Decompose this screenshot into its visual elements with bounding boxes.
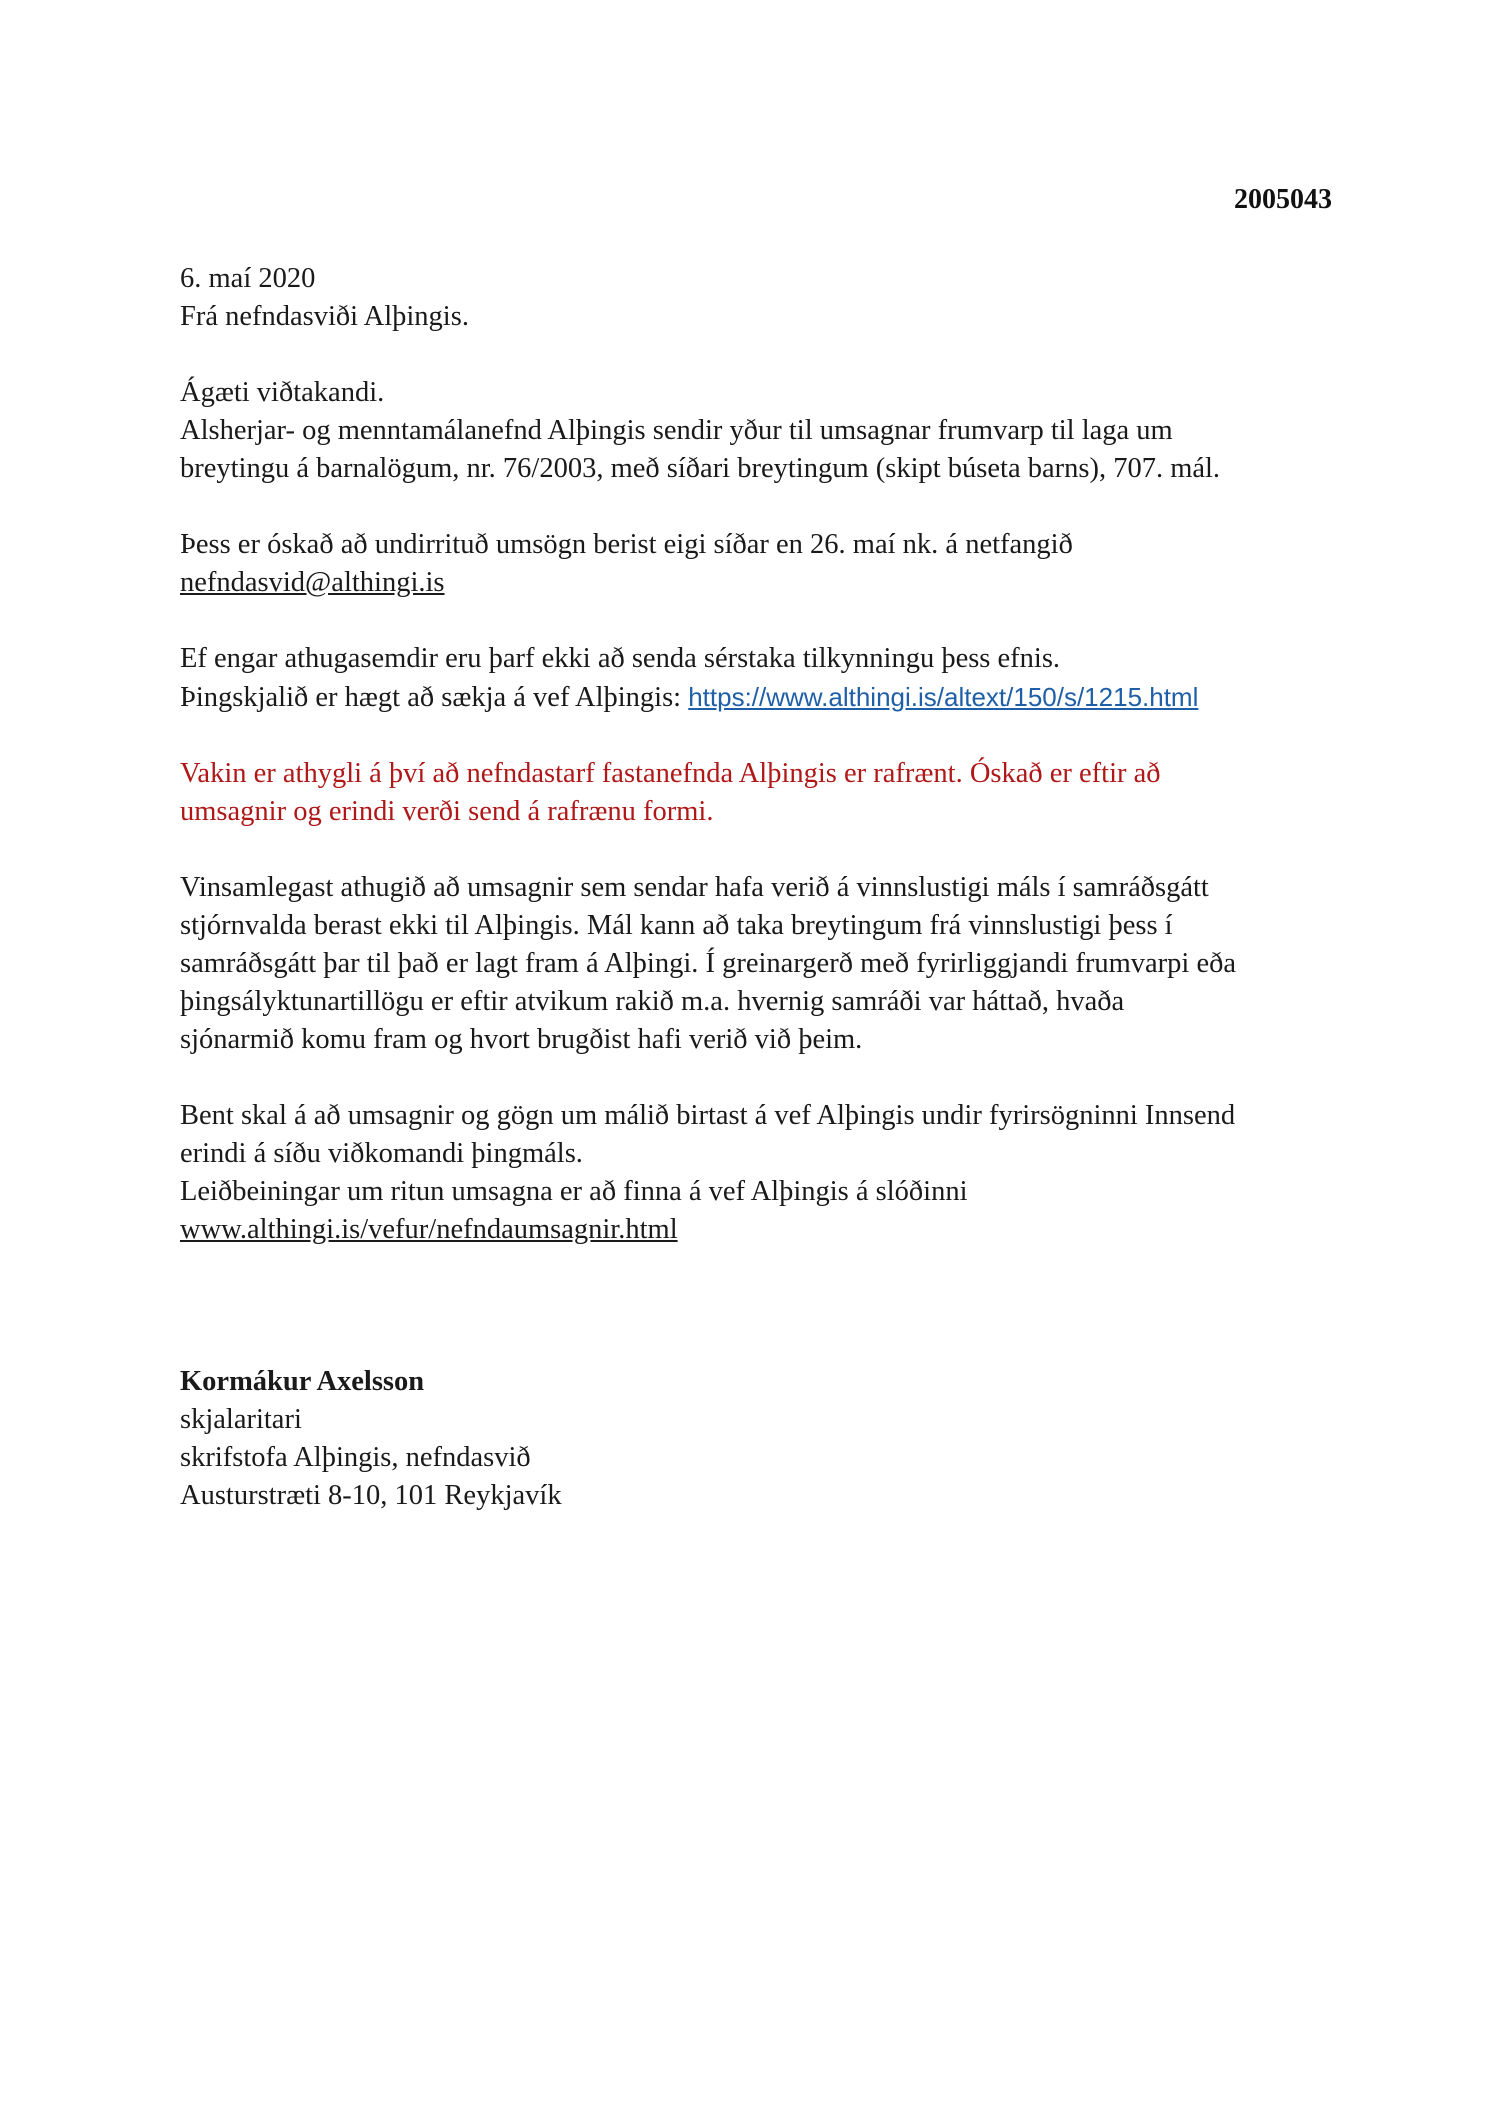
paragraph5-line3: Leiðbeiningar um ritun umsagna er að finna á vef Alþingis á slóðinni: [180, 1176, 968, 1207]
paragraph4-line1: Vinsamlegast athugið að umsagnir sem sendar hafa verið á vinnslustigi máls í samráðsgátt: [180, 872, 1209, 903]
notice-line2: umsagnir og erindi verði send á rafrænu formi.: [180, 796, 714, 827]
signature-title: skjalaritari: [180, 1404, 302, 1435]
paragraph1-line2: breytingu á barnalögum, nr. 76/2003, með síðari breytingum (skipt búseta barns), 707. mál.: [180, 453, 1221, 484]
paragraph5-line2: erindi á síðu viðkomandi þingmáls.: [180, 1138, 583, 1169]
letter-greeting: Ágæti viðtakandi.: [180, 377, 385, 408]
document-url-link[interactable]: https://www.althingi.is/altext/150/s/1215.html: [688, 682, 1199, 712]
guidelines-link[interactable]: www.althingi.is/vefur/nefndaumsagnir.html: [180, 1214, 678, 1245]
notice-line1: Vakin er athygli á því að nefndastarf fastanefnda Alþingis er rafrænt. Óskað er eftir að: [180, 758, 1161, 789]
paragraph3-prefix: Þingskjalið er hægt að sækja á vef Alþingis:: [180, 682, 689, 713]
paragraph3-line2: [180, 678, 1340, 717]
letter-body: [180, 260, 1340, 1515]
email-link[interactable]: nefndasvid@althingi.is: [180, 567, 445, 598]
signature-office: skrifstofa Alþingis, nefndasvið: [180, 1442, 531, 1473]
paragraph5-line1: Bent skal á að umsagnir og gögn um málið birtast á vef Alþingis undir fyrirsögninni Innsend: [180, 1100, 1236, 1131]
paragraph2-line1: Þess er óskað að undirrituð umsögn berist eigi síðar en 26. maí nk. á netfangið: [180, 529, 1073, 560]
paragraph4-line3: samráðsgátt þar til það er lagt fram á Alþingi. Í greinargerð með fyrirliggjandi frumvarpi eða: [180, 948, 1236, 979]
paragraph3-line1: Ef engar athugasemdir eru þarf ekki að senda sérstaka tilkynningu þess efnis.: [180, 643, 1061, 674]
paragraph4-line4: þingsályktunartillögu er eftir atvikum rakið m.a. hvernig samráði var háttað, hvaða: [180, 986, 1125, 1017]
paragraph4-line5: sjónarmið komu fram og hvort brugðist hafi verið við þeim.: [180, 1024, 863, 1055]
letter-sender: Frá nefndasviði Alþingis.: [180, 301, 469, 332]
letter-date: 6. maí 2020: [180, 263, 316, 294]
document-number: 2005043: [1234, 184, 1332, 215]
paragraph1-line1: Alsherjar- og menntamálanefnd Alþingis sendir yður til umsagnar frumvarp til laga um: [180, 415, 1173, 446]
signature-name: Kormákur Axelsson: [180, 1366, 425, 1397]
signature-address: Austurstræti 8-10, 101 Reykjavík: [180, 1480, 562, 1511]
paragraph4-line2: stjórnvalda berast ekki til Alþingis. Mál kann að taka breytingum frá vinnslustigi þess í: [180, 910, 1173, 941]
